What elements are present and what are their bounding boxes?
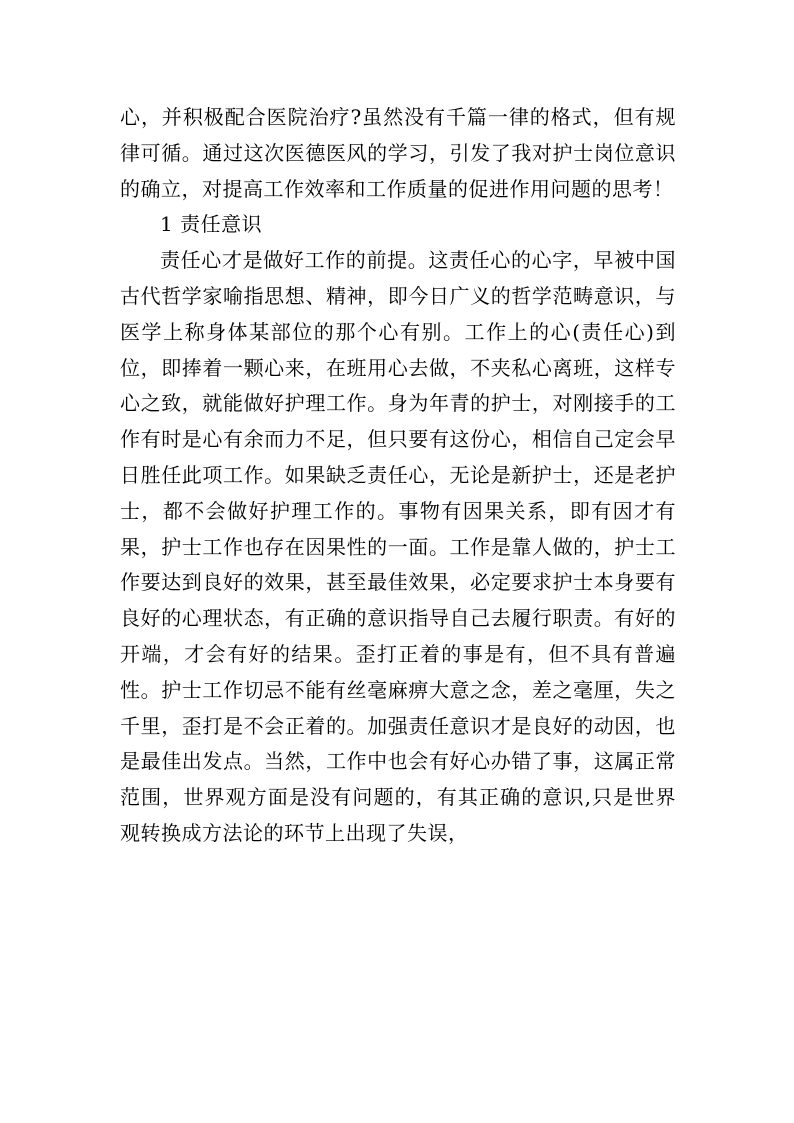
document-body <box>120 100 676 852</box>
section-heading: 1 责任意识 <box>160 212 263 237</box>
paragraph-responsibility: 责任心才是做好工作的前提。这责任心的心字，早被中国古代哲学家喻指思想、精神，即今日广义的哲学范畴意识，与医学上称身体某部位的那个心有别。工作上的心(责任心)到位，即捧着一颗心来，在班用心去做，不夹私心离班，这样专心之致，就能做好护理工作。身为年青的护士，对刚接手的工作有时是心有余而力不足，但只要有这份心，相信自己定会早日胜任此项工作。如果缺乏责任心，无论是新护士，还是老护士，都不会做好护理工作的。事物有因果关系，即有因才有果，护士工作也存在因果性的一面。工作是靠人做的，护士工作要达到良好的效果，甚至最佳效果，必定要求护士本身要有良好的心理状态，有正确的意识指导自己去履行职责。有好的开端，才会有好的结果。歪打正着的事是有，但不具有普遍性。护士工作切忌不能有丝毫麻痹大意之念，差之毫厘，失之千里，歪打是不会正着的。加强责任意识才是良好的动因，也是最佳出发点。当然，工作中也会有好心办错了事，这属正常范围，世界观方面是没有问题的，有其正确的意识,只是世界观转换成方法论的环节上出现了失误， <box>120 248 676 845</box>
paragraph-intro-continuation: 心，并积极配合医院治疗?虽然没有千篇一律的格式，但有规律可循。通过这次医德医风的学习，引发了我对护士岗位意识的确立，对提高工作效率和工作质量的促进作用问题的思考！ <box>120 105 676 201</box>
